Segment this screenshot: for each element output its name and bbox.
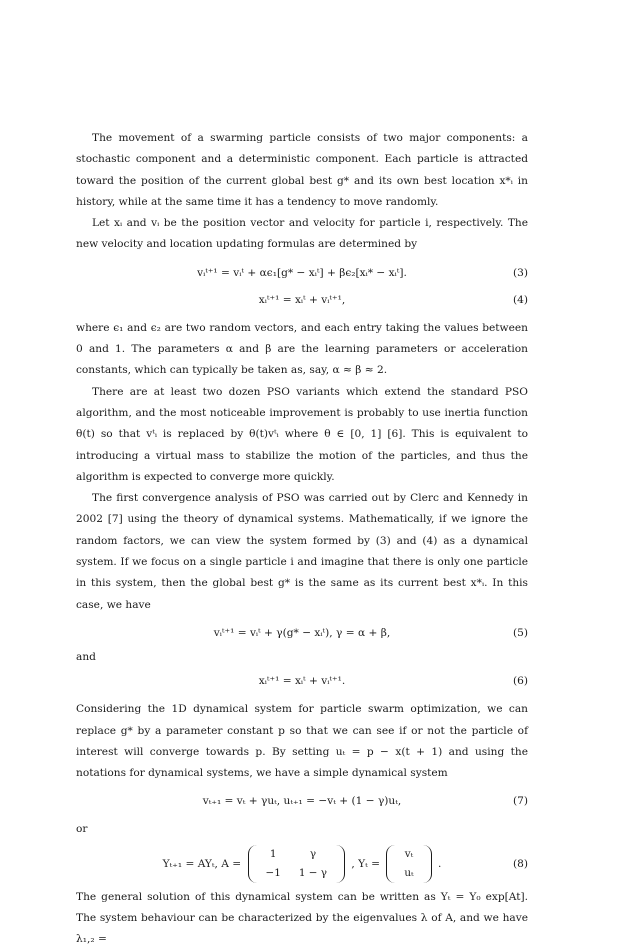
equation-5 <box>76 620 528 647</box>
paragraph-random-vectors: where ϵ₁ and ϵ₂ are two random vectors, and each entry taking the values between 0 and 1. The parameters α and β are the learning parameters or acceleration constants, which can typically be taken as, say, α ≈ β ≈ 2. <box>76 321 528 377</box>
equation-4-body: xᵢᵗ⁺¹ = xᵢᵗ + vᵢᵗ⁺¹, <box>258 293 346 306</box>
paper-page <box>76 128 528 951</box>
equation-8-lhs: Yₜ₊₁ = AYₜ, A = <box>162 857 242 870</box>
equation-4-number: (4) <box>512 293 528 306</box>
matrix-a-cell: 1 <box>269 847 277 860</box>
equation-5-number: (5) <box>512 626 528 639</box>
equation-8-body <box>76 841 528 887</box>
equation-6 <box>76 668 528 695</box>
equation-7-body: vₜ₊₁ = vₜ + γuₜ, uₜ₊₁ = −vₜ + (1 − γ)uₜ, <box>202 795 402 808</box>
equation-7 <box>76 788 528 815</box>
equation-8-mid: , Yₜ = <box>351 857 380 870</box>
equation-6-body: xᵢᵗ⁺¹ = xᵢᵗ + vᵢᵗ⁺¹. <box>258 675 346 688</box>
matrix-a <box>248 845 345 883</box>
paragraph-general-solution: The general solution of this dynamical system can be written as Yₜ = Y₀ exp[At]. The system behaviour can be characterized by the eigenvalues λ of A, and we have λ₁,₂ = <box>76 890 528 946</box>
paragraph-or: or <box>76 823 88 836</box>
paragraph-pso-movement: The movement of a swarming particle consists of two major components: a stochastic component and a deterministic component. Each particle is attracted toward the position of the current global best g* and its own best location x*ᵢ in history, while at the same time it has a tendency to move randomly. <box>76 132 528 208</box>
vector-y <box>386 845 431 883</box>
equation-6-number: (6) <box>512 675 528 688</box>
equation-3-body: vᵢᵗ⁺¹ = vᵢᵗ + αϵ₁[g* − xᵢᵗ] + βϵ₂[xᵢ* − xᵢᵗ]. <box>197 266 407 279</box>
equation-8-number: (8) <box>512 857 528 870</box>
paragraph-1d-system: Considering the 1D dynamical system for particle swarm optimization, we can replace g* by a parameter constant p so that we can see if or not the particle of interest will converge towards p. By setting uₜ = p − x(t + 1) and using the notations for dynamical systems, we have a simple dynamical system <box>76 703 528 780</box>
vector-y-cell: uₜ <box>404 866 414 879</box>
paragraph-position-velocity: Let xᵢ and vᵢ be the position vector and velocity for particle i, respectively. The new velocity and location updating formulas are determined by <box>76 217 528 251</box>
equation-8 <box>76 841 528 887</box>
paragraph-pso-variants: There are at least two dozen PSO variants which extend the standard PSO algorithm, and the most noticeable improvement is probably to use inertia function θ(t) so that vᵗᵢ is replaced by θ(t)vᵗᵢ where θ ∈ [0, 1] [6]. This is equivalent to introducing a virtual mass to stabilize the motion of the particles, and thus the algorithm is expected to converge more quickly. <box>76 385 528 483</box>
equation-3-number: (3) <box>512 266 528 279</box>
matrix-a-cell: γ <box>309 847 317 860</box>
matrix-a-cell: 1 − γ <box>298 866 327 879</box>
equation-8-end: . <box>437 857 442 870</box>
equation-3 <box>76 260 528 287</box>
paragraph-and: and <box>76 650 96 663</box>
equation-7-number: (7) <box>512 795 528 808</box>
matrix-a-cell: −1 <box>265 866 281 879</box>
equation-4 <box>76 287 528 314</box>
equation-5-body: vᵢᵗ⁺¹ = vᵢᵗ + γ(g* − xᵢᵗ), γ = α + β, <box>213 626 391 639</box>
vector-y-cell: vₜ <box>404 847 414 860</box>
paragraph-convergence-analysis: The first convergence analysis of PSO was carried out by Clerc and Kennedy in 2002 [7] using the theory of dynamical systems. Mathematically, if we ignore the random factors, we can view the system formed by (3) and (4) as a dynamical system. If we focus on a single particle i and imagine that there is only one particle in this system, then the global best g* is the same as its current best x*ᵢ. In this case, we have <box>76 492 528 611</box>
